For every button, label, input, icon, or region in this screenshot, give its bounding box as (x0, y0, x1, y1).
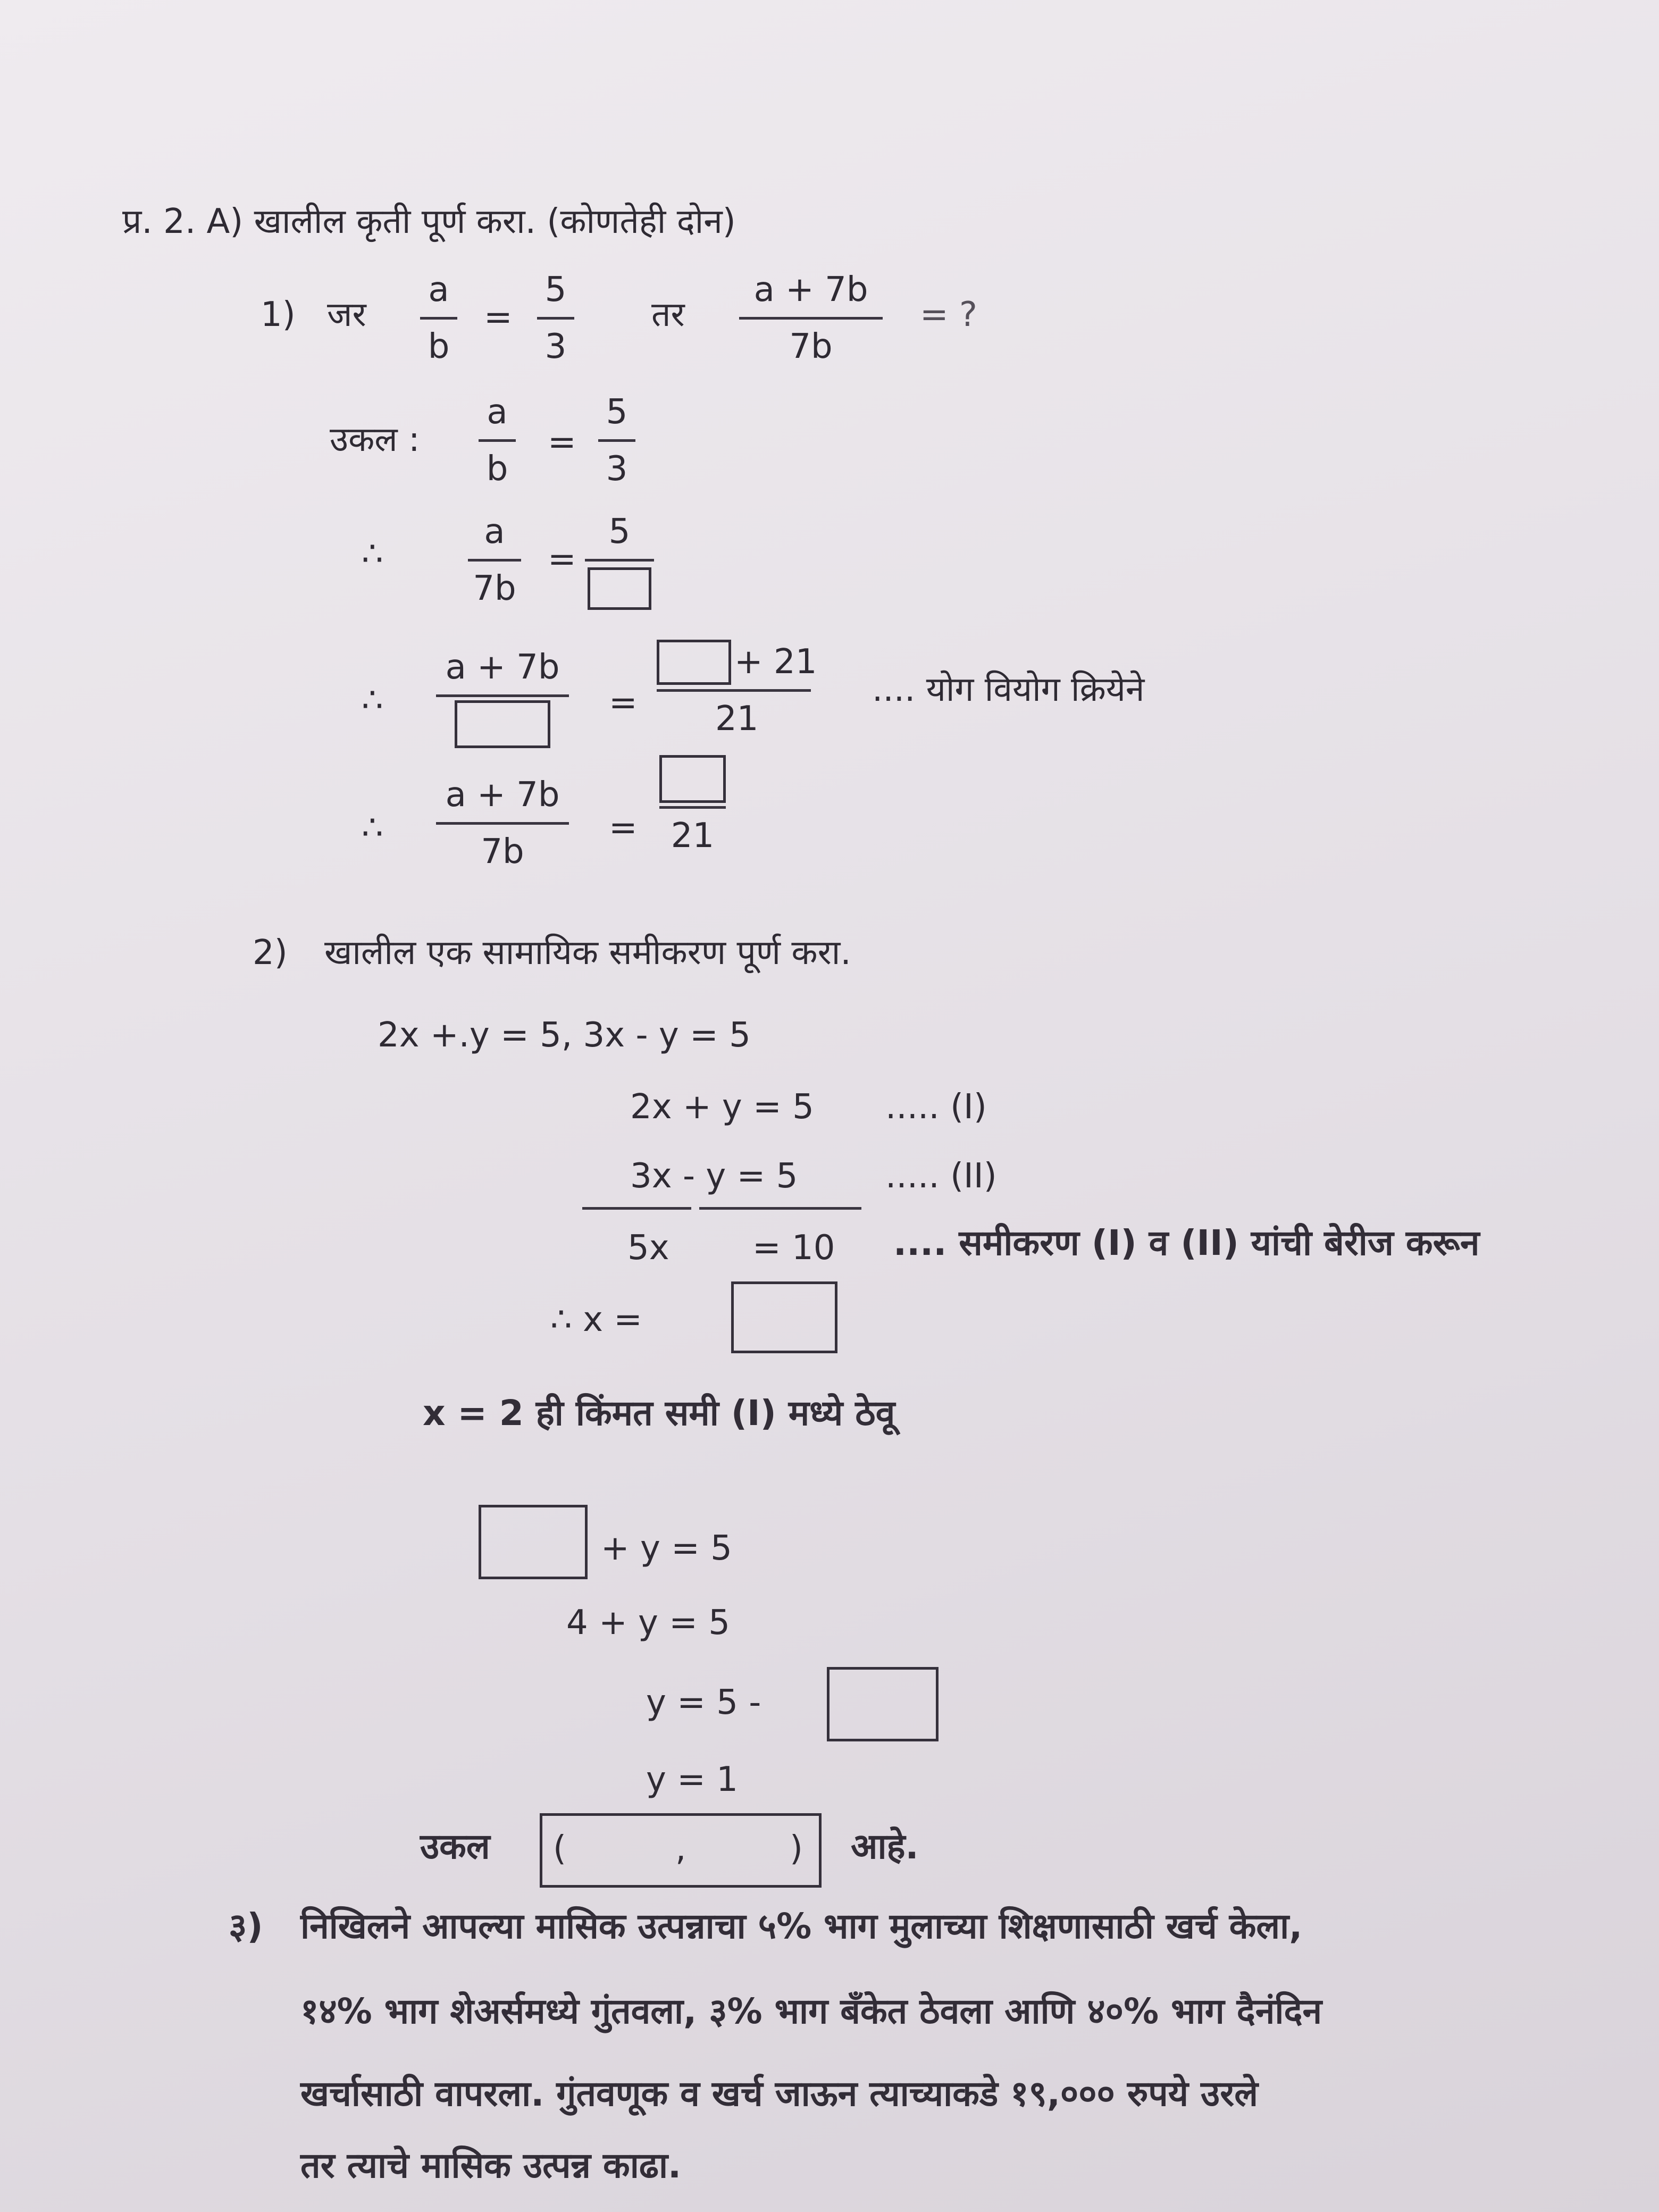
sub-line-1: + y = 5 (601, 1529, 732, 1568)
addition-rule-right (699, 1207, 861, 1210)
q2-given-equations: 2x +.y = 5, 3x - y = 5 (378, 1016, 751, 1055)
answer-pair-box[interactable] (540, 1813, 822, 1888)
q1-then-word: तर (651, 295, 685, 334)
fraction-denominator: b (428, 327, 450, 366)
fraction-numerator: a + 7b (445, 775, 560, 815)
pair-close-paren: ) (790, 1829, 803, 1869)
step1-rhs-fraction (598, 388, 635, 493)
step2-lhs-fraction (468, 508, 521, 613)
step1-lhs-fraction (479, 388, 516, 493)
fraction-numerator: 5 (544, 270, 567, 309)
step4-rhs-fraction (659, 755, 726, 860)
fraction-numerator: a (428, 270, 449, 309)
fraction-denominator: 3 (544, 327, 567, 366)
equals-sign: = (548, 540, 576, 579)
answer-box[interactable] (455, 700, 550, 748)
question-header: प्र. 2. A) खालील कृती पूर्ण करा. (कोणतेही दोन) (122, 202, 736, 241)
q1-fraction-a-b (420, 266, 457, 371)
fraction-numerator: 5 (608, 512, 631, 551)
answer-tail: आहे. (851, 1826, 919, 1867)
answer-box[interactable] (827, 1667, 939, 1741)
solution-label: उकल : (330, 420, 420, 459)
q1-ask: = ? (920, 295, 977, 334)
sum-note: .... समीकरण (I) व (II) यांची बेरीज करून (893, 1222, 1480, 1263)
fraction-numerator (657, 638, 817, 686)
step3-rhs-fraction (657, 638, 817, 743)
q1-fraction-target (739, 266, 883, 371)
therefore-sign: ∴ (362, 534, 383, 574)
fraction-denominator: 7b (789, 327, 833, 366)
answer-box[interactable] (588, 565, 651, 613)
fraction-numerator: 5 (606, 392, 628, 432)
answer-box[interactable] (659, 755, 726, 803)
q3-number: ३) (229, 1906, 263, 1947)
fraction-numerator: a (487, 392, 508, 432)
fraction-numerator: a + 7b (445, 648, 560, 687)
numerator-suffix: + 21 (734, 642, 817, 682)
step4-lhs-fraction (436, 771, 569, 876)
q3-line-1: निखिलने आपल्या मासिक उत्पन्नाचा ५% भाग मुलाच्या शिक्षणासाठी खर्च केला, (300, 1906, 1303, 1947)
q3-line-4: तर त्याचे मासिक उत्पन्न काढा. (300, 2145, 682, 2186)
step3-note: .... योग वियोग क्रियेने (872, 670, 1145, 709)
fraction-numerator: a (484, 512, 505, 551)
step2-rhs-fraction (585, 508, 654, 613)
equation-1: 2x + y = 5 (630, 1087, 814, 1127)
pair-comma: , (675, 1829, 686, 1869)
sub-line-4: y = 1 (646, 1760, 738, 1799)
fraction-denominator: 21 (715, 699, 759, 739)
equation-1-tag: ..... (I) (885, 1087, 987, 1127)
therefore-sign: ∴ (362, 808, 383, 848)
q1-number: 1) (261, 295, 296, 334)
substitution-line: x = 2 ही किंमत समी (I) मध्ये ठेवू (423, 1393, 895, 1434)
answer-box[interactable] (657, 640, 731, 685)
answer-box[interactable] (731, 1281, 837, 1353)
pair-open-paren: ( (553, 1829, 566, 1869)
step3-lhs-fraction (436, 643, 569, 748)
sub-line-2: 4 + y = 5 (566, 1603, 730, 1643)
equals-sign: = (548, 423, 576, 462)
fraction-denominator: 3 (606, 449, 628, 489)
x-equals-line: ∴ x = (550, 1300, 642, 1339)
sub-line-3: y = 5 - (646, 1683, 761, 1722)
equals-sign: = (609, 808, 638, 848)
q3-line-2: १४% भाग शेअर्समध्ये गुंतवला, ३% भाग बँकेत ठेवला आणि ४०% भाग दैनंदिन (300, 1991, 1322, 2032)
equals-sign: = (609, 683, 638, 723)
fraction-numerator: a + 7b (753, 270, 868, 309)
q2-number: 2) (253, 933, 288, 973)
q3-line-3: खर्चासाठी वापरला. गुंतवणूक व खर्च जाऊन त्याच्याकडे १९,००० रुपये उरले (300, 2073, 1258, 2114)
sum-right: = 10 (752, 1228, 835, 1268)
equation-2: 3x - y = 5 (630, 1157, 798, 1196)
q2-title: खालील एक सामायिक समीकरण पूर्ण करा. (324, 933, 851, 973)
fraction-denominator: 7b (473, 569, 516, 608)
answer-label: उकल (420, 1826, 490, 1867)
equals-sign: = (484, 298, 513, 337)
fraction-denominator: 21 (671, 816, 715, 856)
therefore-sign: ∴ (362, 681, 383, 720)
addition-rule-left (582, 1207, 691, 1210)
sum-left: 5x (627, 1228, 669, 1268)
fraction-denominator: 7b (481, 832, 524, 872)
fraction-denominator: b (486, 449, 508, 489)
equation-2-tag: ..... (II) (885, 1157, 997, 1196)
q1-if-word: जर (327, 295, 366, 334)
q1-fraction-5-3 (537, 266, 574, 371)
answer-box[interactable] (479, 1505, 588, 1579)
